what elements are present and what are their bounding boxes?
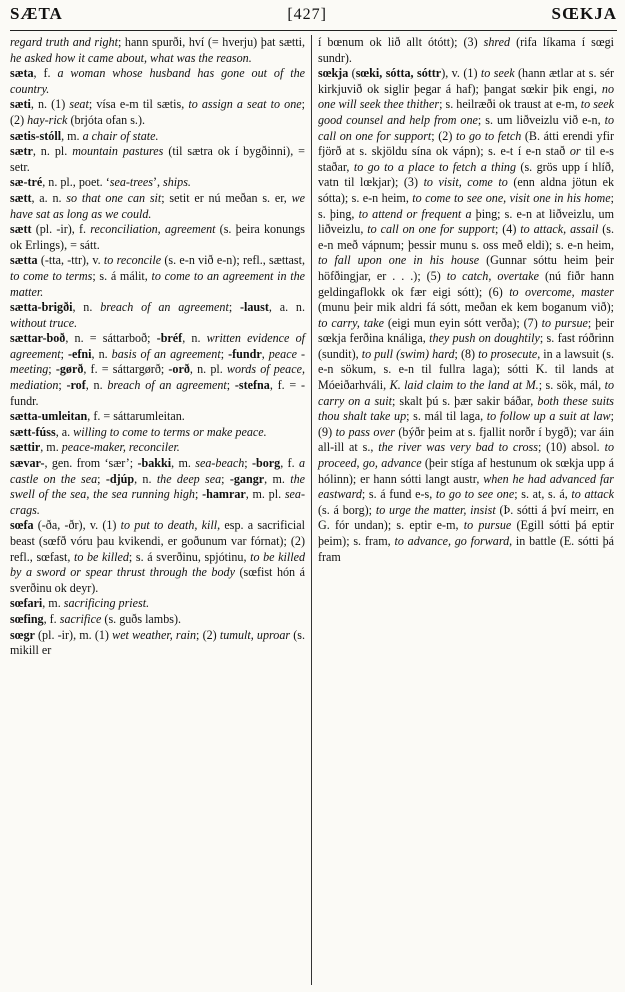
dictionary-entry: sæti, n. (1) seat; vísa e-m til sætis, to assign a seat to one; (2) hay-rick (brjóta ofan s.). [10, 97, 305, 127]
dictionary-entry: sœkja (sœki, sótta, sóttr), v. (1) to seek (hann ætlar at s. sér kirkjuvið ok siglir þegar á haf); þangat sœkir þik engi, no one will seek thee thither; s. heilræði ok traust at e-m, to seek good counsel and help from one; s. um liðveizlu við e-n, to call on one for support; (2) to go to fetch (B. átti erendi yfir fjörð at s. skjöldu sína ok vápn); s. e-t í e-n stað or til e-s staðar, to go to a place to fetch a thing (s. grös upp í hlíð, vatn til lœkjar); (3) to visit, come to (enn aldna jötun ek sótta); s. e-n heim, to come to see one, visit one in his home; s. þing, to attend or frequent a þing; s. e-n at liðveizlu, um liðveizlu, to call on one for support; (4) to attack, assail (s. e-n með vápnum; þessir munu s. oss með eldi); s. e-n heim, to fall upon one in his house (Gunnar sóttu heim þeir höfðingjar, er . . .); (5) to catch, overtake (nú fiðr hann geldingaflokk ok fær eigi sótt); (6) to overcome, master (munu þeir mik aldri fá sótt, meðan ek kem boganum við); to carry, take (eigi mun eyin sótt verða); (7) to pursue; þeir sœkja ferðina knáliga, they push on doughtily; s. fast róðrinn (sundit), to pull (swim) hard; (8) to prosecute, in a lawsuit (s. e-n sökum, s. e-n til fullra laga); sótti K. til lands at Móeiðarhváli, K. laid claim to the land at M.; s. sök, mál, to carry on a suit; skalt þú s. þær sakir báðar, both these suits thou shalt take up; s. mál til laga, to follow up a suit at law; (9) to pass over (býðr þeim at s. fjallit norðr í bygð); var áin all-ill at s., the river was very bad to cross; (10) absol. to proceed, go, advance (þeir stíga af hestunum ok sœkja upp á hólinn); er hann sótti langt austr, when he had advanced far eastward; s. á fund e-s, to go to see one; s. at, s. á, to attack (s. á borg); to urge the matter, insist (Þ. sótti á því meirr, en G. fór undan); s. eptir e-m, to pursue (Egill sótti þá eptir þeim); s. fram, to advance, go forward, in battle (E. sótti þá fram [318, 66, 614, 564]
header-right-headword: SŒKJA [551, 4, 617, 23]
dictionary-entry: sættir, m. peace-maker, reconciler. [10, 440, 180, 455]
dictionary-entry: sœfing, f. sacrifice (s. guðs lambs). [10, 611, 182, 626]
dictionary-entry: sæ-tré, n. pl., poet. ‘sea-trees’, ships. [10, 175, 191, 190]
dictionary-entry: sætta (-tta, -ttr), v. to reconcile (s. e-n við e-n); refl., sættast, to come to terms; s. á málit, to come to an agreement in the matter. [10, 253, 305, 299]
dictionary-entry: sætt-fúss, a. willing to come to terms or make peace. [10, 424, 267, 439]
dictionary-entry: sætr, n. pl. mountain pastures (til sætra ok í bygðinni), = setr. [10, 144, 305, 174]
dictionary-entry: sævar-, gen. from ‘sær’; -bakki, m. sea-beach; -borg, f. a castle on the sea; -djúp, n. the deep sea; -gangr, m. the swell of the sea, the sea running high; -hamrar, m. pl. sea-crags. [10, 456, 305, 517]
dictionary-entry: sætt, a. n. so that one can sit; setit er nú meðan s. er, we have sat as long as we could. [10, 190, 305, 221]
right-column [312, 35, 614, 985]
page-number: [427] [287, 6, 327, 23]
dictionary-entry: sætta-brigði, n. breach of an agreement; -laust, a. n. without truce. [10, 300, 305, 330]
left-column [10, 35, 312, 985]
header-left-headword: SÆTA [10, 4, 63, 23]
dictionary-entry: sætta-umleitan, f. = sáttarumleitan. [10, 409, 185, 424]
dictionary-entry: sætt (pl. -ir), f. reconciliation, agreement (s. þeira konungs ok Erlings), = sátt. [10, 222, 305, 252]
dictionary-entry: sœgr (pl. -ir), m. (1) wet weather, rain; (2) tumult, uproar (s. mikill er [10, 627, 305, 658]
running-header [10, 4, 617, 31]
dictionary-entry: í bœnum ok lið allt ótótt); (3) shred (rifa líkama í sœgi sundr). [318, 35, 614, 65]
dictionary-entry: sætis-stóll, m. a chair of state. [10, 128, 159, 143]
dictionary-entry: sættar-boð, n. = sáttarboð; -bréf, n. written evidence of agreement; -efni, n. basis of an agreement; -fundr, peace - meeting; -gørð, f. = sáttargørð; -orð, n. pl. words of peace, mediation; -rof, n. breach of an agreement; -stefna, f. = -fundr. [10, 331, 306, 408]
columns [10, 35, 617, 985]
dictionary-entry: sæta, f. a woman whose husband has gone out of the country. [10, 66, 306, 96]
dictionary-entry: sœfa (-ða, -ðr), v. (1) to put to death, kill, esp. a sacrificial beast (sœfð vóru þau kvikendi, er goðunum var fórnat); (2) refl., sœfast, to be killed; s. á sverðinu, spjótinu, to be killed by a sword or spear thrust through the body (sœfist hón á sverðinu ok deyr). [10, 518, 306, 595]
dictionary-entry: sœfari, m. sacrificing priest. [10, 596, 150, 611]
dictionary-entry: regard truth and right; hann spurði, hví (= hverju) þat sætti, he asked how it came about, what was the reason. [10, 35, 306, 65]
